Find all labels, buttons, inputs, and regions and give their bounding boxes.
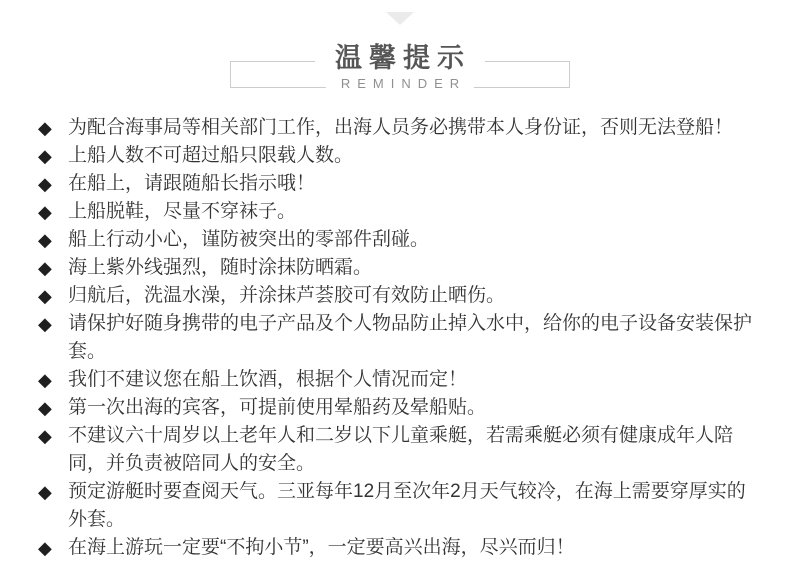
tip-text: 海上紫外线强烈，随时涂抹防晒霜。 xyxy=(68,257,373,278)
tip-text: 船上行动小心，谨防被突出的零部件刮碰。 xyxy=(68,229,430,250)
tip-text: 预定游艇时要查阅天气。三亚每年12月至次年2月天气较冷，在海上需要穿厚实的外套。 xyxy=(68,481,746,530)
tip-item xyxy=(38,226,760,254)
tip-text: 不建议六十周岁以上老年人和二岁以下儿童乘艇，若需乘艇必须有健康成年人陪同，并负责被陪同人的安全。 xyxy=(68,425,734,474)
tip-item xyxy=(38,366,760,394)
tip-item xyxy=(38,198,760,226)
tip-text: 上船脱鞋，尽量不穿袜子。 xyxy=(68,201,297,222)
tips-list xyxy=(38,114,760,562)
tip-item xyxy=(38,422,760,478)
header-frame xyxy=(230,43,570,91)
diamond-bullet-icon: ◆ xyxy=(38,370,52,390)
diamond-bullet-icon: ◆ xyxy=(38,426,52,446)
tip-text: 第一次出海的宾客，可提前使用晕船药及晕船贴。 xyxy=(68,397,487,418)
tip-text: 在海上游玩一定要“不拘小节”，一定要高兴出海，尽兴而归！ xyxy=(68,537,575,558)
tip-item xyxy=(38,254,760,282)
diamond-bullet-icon: ◆ xyxy=(38,398,52,418)
diamond-bullet-icon: ◆ xyxy=(38,482,52,502)
diamond-bullet-icon: ◆ xyxy=(38,118,52,138)
tip-item xyxy=(38,282,760,310)
tip-text: 上船人数不可超过船只限载人数。 xyxy=(68,145,354,166)
tip-item xyxy=(38,310,760,366)
page-subtitle: REMINDER xyxy=(326,76,474,92)
diamond-bullet-icon: ◆ xyxy=(38,314,52,334)
tip-item xyxy=(38,394,760,422)
tip-text: 我们不建议您在船上饮酒，根据个人情况而定！ xyxy=(68,369,468,390)
tip-item xyxy=(38,534,760,562)
tip-item xyxy=(38,478,760,534)
tip-text: 归航后，洗温水澡，并涂抹芦荟胶可有效防止晒伤。 xyxy=(68,285,506,306)
tip-item xyxy=(38,170,760,198)
triangle-down-icon xyxy=(386,12,414,25)
tip-text: 在船上，请跟随船长指示哦！ xyxy=(68,173,316,194)
tip-item xyxy=(38,114,760,142)
diamond-bullet-icon: ◆ xyxy=(38,146,52,166)
diamond-bullet-icon: ◆ xyxy=(38,538,52,558)
tip-text: 为配合海事局等相关部门工作，出海人员务必携带本人身份证，否则无法登船！ xyxy=(68,117,734,138)
diamond-bullet-icon: ◆ xyxy=(38,286,52,306)
diamond-bullet-icon: ◆ xyxy=(38,258,52,278)
page-title: 温馨提示 xyxy=(315,42,485,74)
tip-item xyxy=(38,142,760,170)
diamond-bullet-icon: ◆ xyxy=(38,230,52,250)
diamond-bullet-icon: ◆ xyxy=(38,202,52,222)
tip-text: 请保护好随身携带的电子产品及个人物品防止掉入水中，给你的电子设备安装保护套。 xyxy=(68,313,753,362)
diamond-bullet-icon: ◆ xyxy=(38,174,52,194)
